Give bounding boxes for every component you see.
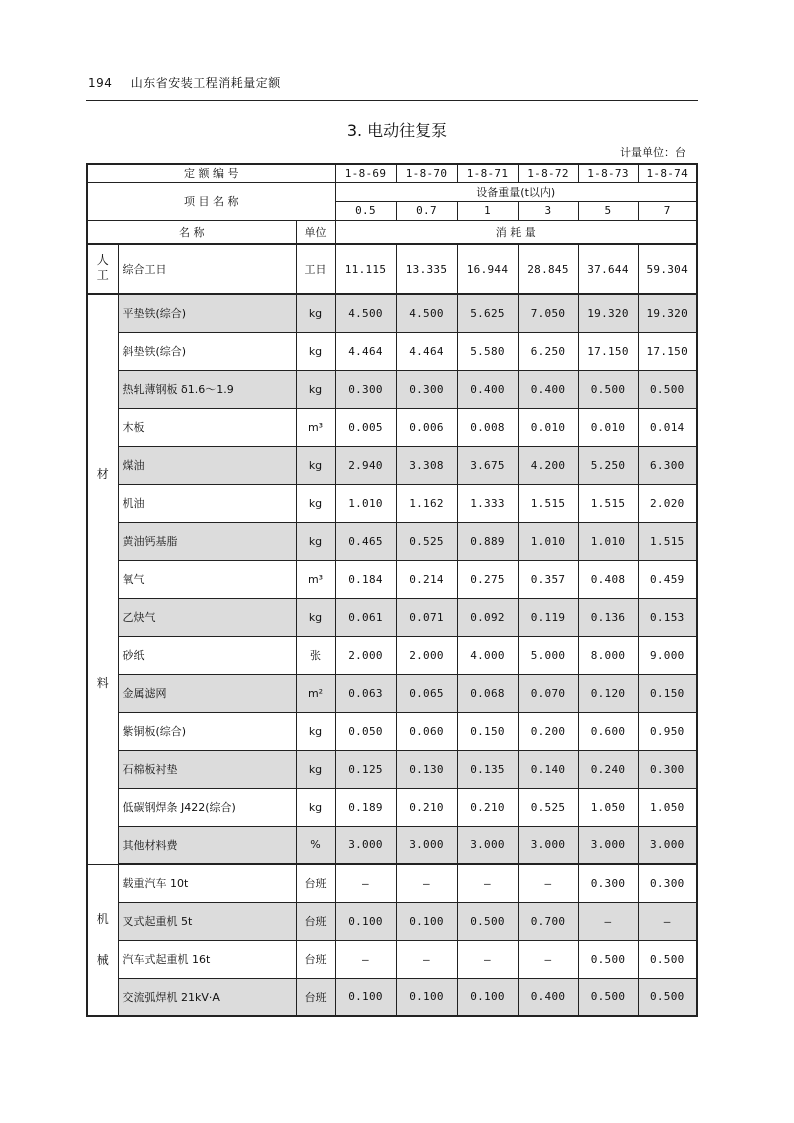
consumption-value: 0.459 [638, 560, 697, 598]
table-row [87, 370, 697, 408]
table-row [87, 446, 697, 484]
consumption-value: 11.115 [335, 244, 396, 294]
quota-table [86, 163, 698, 1017]
weight-value: 5 [578, 201, 638, 220]
consumption-value: 3.000 [396, 826, 457, 864]
consumption-value: 0.065 [396, 674, 457, 712]
category-material-label-2: 料 [96, 676, 109, 691]
item-name: 机油 [118, 484, 296, 522]
item-unit: m³ [296, 560, 335, 598]
consumption-value: — [518, 864, 578, 902]
consumption-value: — [457, 940, 518, 978]
consumption-value: 0.060 [396, 712, 457, 750]
item-name: 砂纸 [118, 636, 296, 674]
item-name: 综合工日 [118, 244, 296, 294]
item-unit: kg [296, 484, 335, 522]
category-labor [87, 244, 118, 294]
item-unit: kg [296, 446, 335, 484]
consumption-value: 0.010 [578, 408, 638, 446]
item-unit: 台班 [296, 864, 335, 902]
item-unit: kg [296, 788, 335, 826]
consumption-value: 17.150 [638, 332, 697, 370]
consumption-value: 0.357 [518, 560, 578, 598]
consumption-value: 1.162 [396, 484, 457, 522]
consumption-value: 3.000 [518, 826, 578, 864]
consumption-value: 0.300 [638, 750, 697, 788]
consumption-value: 5.000 [518, 636, 578, 674]
weight-value: 7 [638, 201, 697, 220]
item-name: 平垫铁(综合) [118, 294, 296, 332]
consumption-value: 0.140 [518, 750, 578, 788]
consumption-value: 0.408 [578, 560, 638, 598]
item-name: 低碳钢焊条 J422(综合) [118, 788, 296, 826]
consumption-value: 5.250 [578, 446, 638, 484]
consumption-value: 0.070 [518, 674, 578, 712]
consumption-value: 0.214 [396, 560, 457, 598]
item-name: 煤油 [118, 446, 296, 484]
table-row [87, 864, 697, 902]
consumption-value: — [578, 902, 638, 940]
consumption-value: 0.525 [396, 522, 457, 560]
consumption-value: 3.000 [578, 826, 638, 864]
consumption-value: 19.320 [578, 294, 638, 332]
table-row [87, 674, 697, 712]
table-row [87, 408, 697, 446]
consumption-value: 0.100 [335, 902, 396, 940]
consumption-value: 0.400 [518, 978, 578, 1016]
item-name: 斜垫铁(综合) [118, 332, 296, 370]
consumption-value: 1.515 [578, 484, 638, 522]
consumption-value: 6.300 [638, 446, 697, 484]
consumption-value: 1.050 [578, 788, 638, 826]
item-unit: kg [296, 332, 335, 370]
consumption-value: 0.005 [335, 408, 396, 446]
consumption-value: 0.189 [335, 788, 396, 826]
quota-code: 1-8-69 [335, 164, 396, 182]
consumption-value: 0.068 [457, 674, 518, 712]
consumption-value: 2.000 [335, 636, 396, 674]
consumption-value: 0.500 [638, 978, 697, 1016]
consumption-value: 2.940 [335, 446, 396, 484]
consumption-value: 3.000 [335, 826, 396, 864]
header-rule [86, 100, 698, 101]
consumption-value: 1.515 [518, 484, 578, 522]
page-number: 194 [88, 76, 113, 90]
unit-note: 计量单位：台 [620, 146, 686, 159]
consumption-value: 0.210 [396, 788, 457, 826]
item-unit: kg [296, 294, 335, 332]
quota-code-label: 定 额 编 号 [87, 164, 335, 182]
consumption-value: 1.010 [518, 522, 578, 560]
consumption-value: 16.944 [457, 244, 518, 294]
consumption-value: 1.515 [638, 522, 697, 560]
consumption-value: 1.333 [457, 484, 518, 522]
consumption-value: 2.020 [638, 484, 697, 522]
consumption-value: 17.150 [578, 332, 638, 370]
item-name: 石棉板衬垫 [118, 750, 296, 788]
consumption-value: 0.063 [335, 674, 396, 712]
item-name: 热轧薄钢板 δ1.6～1.9 [118, 370, 296, 408]
item-name: 木板 [118, 408, 296, 446]
item-name-label: 项 目 名 称 [87, 182, 335, 220]
consumption-value: 0.300 [638, 864, 697, 902]
table-row [87, 332, 697, 370]
consumption-value: 4.200 [518, 446, 578, 484]
consumption-value: 4.464 [335, 332, 396, 370]
consumption-value: 0.300 [578, 864, 638, 902]
consumption-value: 0.500 [457, 902, 518, 940]
consumption-value: 0.500 [578, 370, 638, 408]
section-title: 3. 电动往复泵 [346, 121, 448, 140]
consumption-value: 7.050 [518, 294, 578, 332]
consumption-value: 4.500 [335, 294, 396, 332]
item-unit: m³ [296, 408, 335, 446]
item-name: 氧气 [118, 560, 296, 598]
consumption-value: 0.130 [396, 750, 457, 788]
item-unit: % [296, 826, 335, 864]
consumption-value: 59.304 [638, 244, 697, 294]
category-machine-label-1: 机 [96, 911, 109, 926]
consumption-value: 0.014 [638, 408, 697, 446]
consumption-value: 0.010 [518, 408, 578, 446]
consumption-value: — [396, 864, 457, 902]
consumption-value: 0.210 [457, 788, 518, 826]
table-row [87, 598, 697, 636]
item-unit: kg [296, 370, 335, 408]
table-row [87, 788, 697, 826]
consumption-label: 消 耗 量 [335, 220, 697, 244]
table-row [87, 712, 697, 750]
consumption-value: 0.400 [457, 370, 518, 408]
consumption-value: 5.580 [457, 332, 518, 370]
item-unit: 台班 [296, 978, 335, 1016]
consumption-value: 4.464 [396, 332, 457, 370]
table-row [87, 750, 697, 788]
category-material [87, 294, 118, 864]
consumption-value: 2.000 [396, 636, 457, 674]
consumption-value: 0.135 [457, 750, 518, 788]
weight-value: 0.5 [335, 201, 396, 220]
consumption-value: 0.465 [335, 522, 396, 560]
consumption-value: 13.335 [396, 244, 457, 294]
item-name: 叉式起重机 5t [118, 902, 296, 940]
category-machine-label-2: 械 [96, 952, 109, 967]
item-unit: 台班 [296, 940, 335, 978]
consumption-value: 5.625 [457, 294, 518, 332]
consumption-value: 3.000 [638, 826, 697, 864]
consumption-value: 0.100 [396, 978, 457, 1016]
item-unit: 张 [296, 636, 335, 674]
consumption-value: 0.136 [578, 598, 638, 636]
quota-code: 1-8-71 [457, 164, 518, 182]
consumption-value: 0.100 [457, 978, 518, 1016]
quota-code: 1-8-73 [578, 164, 638, 182]
weight-label: 设备重量(t以内) [335, 182, 697, 201]
consumption-value: 9.000 [638, 636, 697, 674]
table-row [87, 940, 697, 978]
consumption-value: 0.950 [638, 712, 697, 750]
item-name: 载重汽车 10t [118, 864, 296, 902]
consumption-value: 37.644 [578, 244, 638, 294]
consumption-value: 0.153 [638, 598, 697, 636]
table-row [87, 826, 697, 864]
item-name: 汽车式起重机 16t [118, 940, 296, 978]
consumption-value: — [457, 864, 518, 902]
consumption-value: 1.010 [578, 522, 638, 560]
consumption-value: 0.600 [578, 712, 638, 750]
quota-code: 1-8-70 [396, 164, 457, 182]
consumption-value: 0.500 [578, 940, 638, 978]
item-unit: m² [296, 674, 335, 712]
weight-value: 0.7 [396, 201, 457, 220]
consumption-value: 0.240 [578, 750, 638, 788]
consumption-value: 0.500 [638, 370, 697, 408]
table-row [87, 484, 697, 522]
item-unit: kg [296, 522, 335, 560]
consumption-value: 28.845 [518, 244, 578, 294]
consumption-value: 0.006 [396, 408, 457, 446]
consumption-value: — [518, 940, 578, 978]
consumption-value: — [638, 902, 697, 940]
table-row [87, 560, 697, 598]
consumption-value: 0.100 [396, 902, 457, 940]
consumption-value: 0.275 [457, 560, 518, 598]
table-row [87, 636, 697, 674]
item-name: 其他材料费 [118, 826, 296, 864]
consumption-value: 1.050 [638, 788, 697, 826]
item-name: 黄油钙基脂 [118, 522, 296, 560]
consumption-value: 0.120 [578, 674, 638, 712]
unit-col-label: 单位 [296, 220, 335, 244]
weight-value: 1 [457, 201, 518, 220]
quota-code: 1-8-72 [518, 164, 578, 182]
consumption-value: 0.100 [335, 978, 396, 1016]
consumption-value: 1.010 [335, 484, 396, 522]
consumption-value: 0.092 [457, 598, 518, 636]
consumption-value: 0.071 [396, 598, 457, 636]
consumption-value: 0.125 [335, 750, 396, 788]
consumption-value: 0.184 [335, 560, 396, 598]
consumption-value: 0.525 [518, 788, 578, 826]
name-col-label: 名 称 [87, 220, 296, 244]
category-labor-label: 人工 [96, 253, 109, 282]
consumption-value: 8.000 [578, 636, 638, 674]
consumption-value: 0.400 [518, 370, 578, 408]
consumption-value: — [335, 864, 396, 902]
item-name: 交流弧焊机 21kV·A [118, 978, 296, 1016]
item-name: 金属滤网 [118, 674, 296, 712]
consumption-value: 3.000 [457, 826, 518, 864]
consumption-value: 4.000 [457, 636, 518, 674]
category-machine [87, 864, 118, 1016]
consumption-value: 0.119 [518, 598, 578, 636]
consumption-value: 0.500 [578, 978, 638, 1016]
table-row [87, 522, 697, 560]
consumption-value: 0.150 [638, 674, 697, 712]
consumption-value: 0.061 [335, 598, 396, 636]
consumption-value: 0.700 [518, 902, 578, 940]
consumption-value: 0.008 [457, 408, 518, 446]
consumption-value: — [396, 940, 457, 978]
table-row [87, 978, 697, 1016]
item-name: 紫铜板(综合) [118, 712, 296, 750]
item-unit: 台班 [296, 902, 335, 940]
item-unit: kg [296, 750, 335, 788]
item-unit: kg [296, 598, 335, 636]
consumption-value: 3.675 [457, 446, 518, 484]
category-material-label-1: 材 [96, 467, 109, 482]
book-title: 山东省安装工程消耗量定额 [130, 76, 281, 90]
table-row [87, 902, 697, 940]
consumption-value: — [335, 940, 396, 978]
item-unit: 工日 [296, 244, 335, 294]
table-row [87, 294, 697, 332]
consumption-value: 0.150 [457, 712, 518, 750]
consumption-value: 0.500 [638, 940, 697, 978]
page-header [88, 74, 281, 91]
consumption-value: 3.308 [396, 446, 457, 484]
consumption-value: 0.889 [457, 522, 518, 560]
consumption-value: 0.200 [518, 712, 578, 750]
table-row [87, 244, 697, 294]
consumption-value: 0.300 [396, 370, 457, 408]
consumption-value: 4.500 [396, 294, 457, 332]
consumption-value: 6.250 [518, 332, 578, 370]
consumption-value: 0.300 [335, 370, 396, 408]
item-unit: kg [296, 712, 335, 750]
item-name: 乙炔气 [118, 598, 296, 636]
consumption-value: 0.050 [335, 712, 396, 750]
consumption-value: 19.320 [638, 294, 697, 332]
quota-code: 1-8-74 [638, 164, 697, 182]
weight-value: 3 [518, 201, 578, 220]
